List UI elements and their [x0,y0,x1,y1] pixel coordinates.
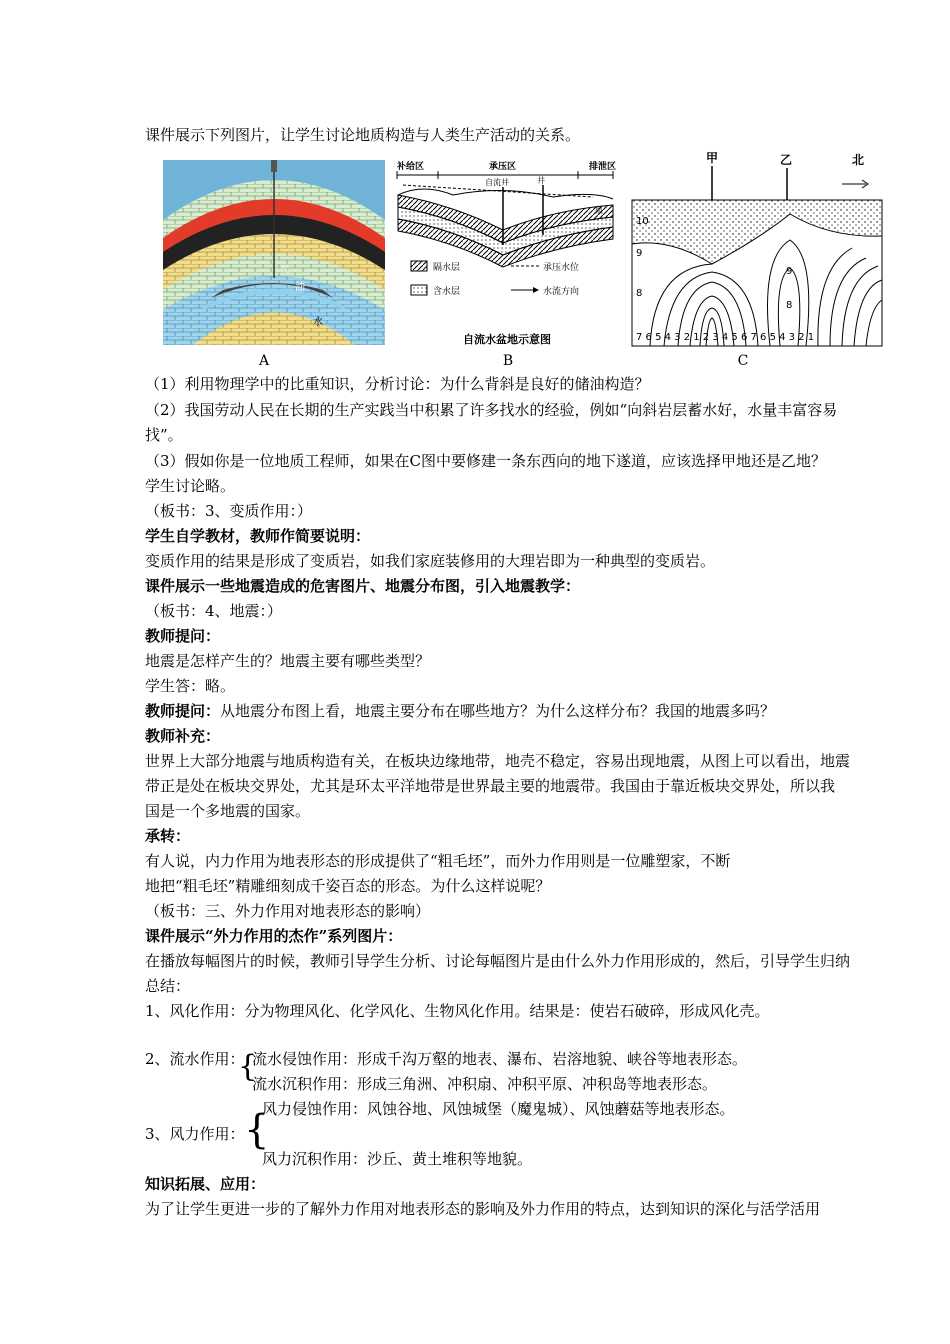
teacher-question-2 [145,700,775,722]
layer-9-left: 9 [636,248,643,259]
oil-label: 油 [295,282,305,293]
layer-8-center: 8 [786,300,793,311]
artesian-basin-diagram [393,155,621,350]
student-answer: 学生答：略。 [145,677,236,695]
heading-extension: 知识拓展、应用： [145,1175,266,1193]
brace-wind: { [244,1107,270,1153]
wind-erosion: 风力侵蚀作用：风蚀谷地、风蚀城堡（魔鬼城）、风蚀蘑菇等地表形态。 [262,1100,735,1118]
blackboard-4: （板书：4、地震：） [145,602,283,620]
caption-c: C [737,353,749,369]
layer-numbers-bottom: 7 6 5 4 3 2 1 2 3 4 5 6 7 6 5 4 3 2 1 [636,332,815,343]
well-artesian-label: 自流井 [485,178,509,187]
water-erosion: 流水侵蚀作用：形成千沟万壑的地表、瀑布、岩溶地貌、峡谷等地表形态。 [252,1050,748,1068]
legend-pressure-level: 承压水位 [543,263,580,273]
supplement-line1: 世界上大部分地震与地质构造有关，在板块边缘地带，地壳不稳定，容易出现地震，从图上可以看出，地震 [145,752,851,770]
guidance-line1: 在播放每幅图片的时候，教师引导学生分析、讨论每幅图片是由什么外力作用形成的，然后，引导学生归纳 [145,952,851,970]
legend-flow-direction: 水流方向 [543,287,580,297]
brace-water: { [238,1049,258,1084]
question-1: （1）利用物理学中的比重知识，分析讨论：为什么背斜是良好的储油构造？ [145,375,650,393]
earthquake-question: 地震是怎样产生的？地震主要有哪些类型？ [145,652,431,670]
blackboard-3: （板书：3、变质作用：） [145,502,313,520]
transition-line2: 地把“粗毛坯”精雕细刻成千姿百态的形态。为什么这样说呢？ [145,877,551,895]
heading-teacher-supplement: 教师补充： [145,727,221,745]
weathering-item: 1、风化作用：分为物理风化、化学风化、生物风化作用。结果是：使岩石破碎，形成风化壳。 [145,1002,770,1020]
teacher-question-label: 教师提问： [145,702,221,720]
heading-external-forces: 课件展示“外力作用的杰作”系列图片： [145,927,403,945]
label-yi: 乙 [780,153,793,167]
water-deposition: 流水沉积作用：形成三角洲、冲积扇、冲积平原、冲积岛等地表形态。 [252,1075,718,1093]
figure-a [163,160,385,345]
heading-self-study: 学生自学教材，教师作简要说明： [145,527,371,545]
supplement-line2: 带正是处在板块交界处，尤其是环太平洋地带是世界最主要的地震带。我国由于靠近板块交界处，所以我 [145,777,836,795]
layer-9-center: 9 [786,266,793,277]
intro-text: 课件展示下列图片，让学生讨论地质构造与人类生产活动的关系。 [145,126,581,144]
legend-aquifer: 含水层 [433,287,461,297]
layer-8-left: 8 [636,288,643,299]
legend-aquiclude: 隔水层 [433,263,461,273]
label-north: 北 [852,153,865,167]
wind-deposition: 风力沉积作用：沙丘、黄土堆积等地貌。 [262,1150,533,1168]
question-3: （3）假如你是一位地质工程师，如果在C图中要修建一条东西向的地下遂道，应该选择甲地还是乙地？ [145,452,827,470]
metamorphism-text: 变质作用的结果是形成了变质岩，如我们家庭装修用的大理岩即为一种典型的变质岩。 [145,552,716,570]
figure-c [630,148,885,348]
wind-label: 3、风力作用： [145,1125,245,1143]
running-water-label: 2、流水作用： [145,1050,245,1068]
guidance-line2: 总结： [145,977,191,995]
heading-teacher-question-1: 教师提问： [145,627,221,645]
zone-recharge: 补给区 [397,162,425,172]
student-discussion: 学生讨论略。 [145,477,236,495]
caption-a: A [258,353,270,369]
figure-b [393,155,621,350]
layer-10: 10 [636,216,649,227]
zone-confined: 承压区 [489,162,517,172]
transition-line1: 有人说，内力作用为地表形态的形成提供了“粗毛坯”，而外力作用则是一位雕塑家，不断 [145,852,731,870]
extension-text: 为了让学生更进一步的了解外力作用对地表形态的影响及外力作用的特点，达到知识的深化与活学活用 [145,1200,821,1218]
anticline-diagram [163,160,385,345]
geologic-section-diagram [630,148,885,348]
gas-label: 气 [281,265,289,274]
well-label: 井 [537,176,545,185]
figure-b-title: 自流水盆地示意图 [463,333,551,346]
caption-b: B [502,353,514,369]
heading-earthquake: 课件展示一些地震造成的危害图片、地震分布图，引入地震教学： [145,577,581,595]
zone-discharge: 排泄区 [589,162,617,172]
question-2-line2: 找”。 [145,426,183,444]
label-jia: 甲 [706,151,719,165]
teacher-question-text: 从地震分布图上看，地震主要分布在哪些地方？为什么这样分布？我国的地震多吗？ [220,702,776,720]
water-label: 水 [313,317,323,328]
blackboard-three: （板书：三、外力作用对地表形态的影响） [145,902,431,920]
spring-label: 泉 [595,206,603,215]
question-2-line1: （2）我国劳动人民在长期的生产实践当中积累了许多找水的经验，例如“向斜岩层蓄水好，水量丰富容易 [145,401,838,419]
supplement-line3: 国是一个多地震的国家。 [145,802,311,820]
heading-transition: 承转： [145,827,191,845]
